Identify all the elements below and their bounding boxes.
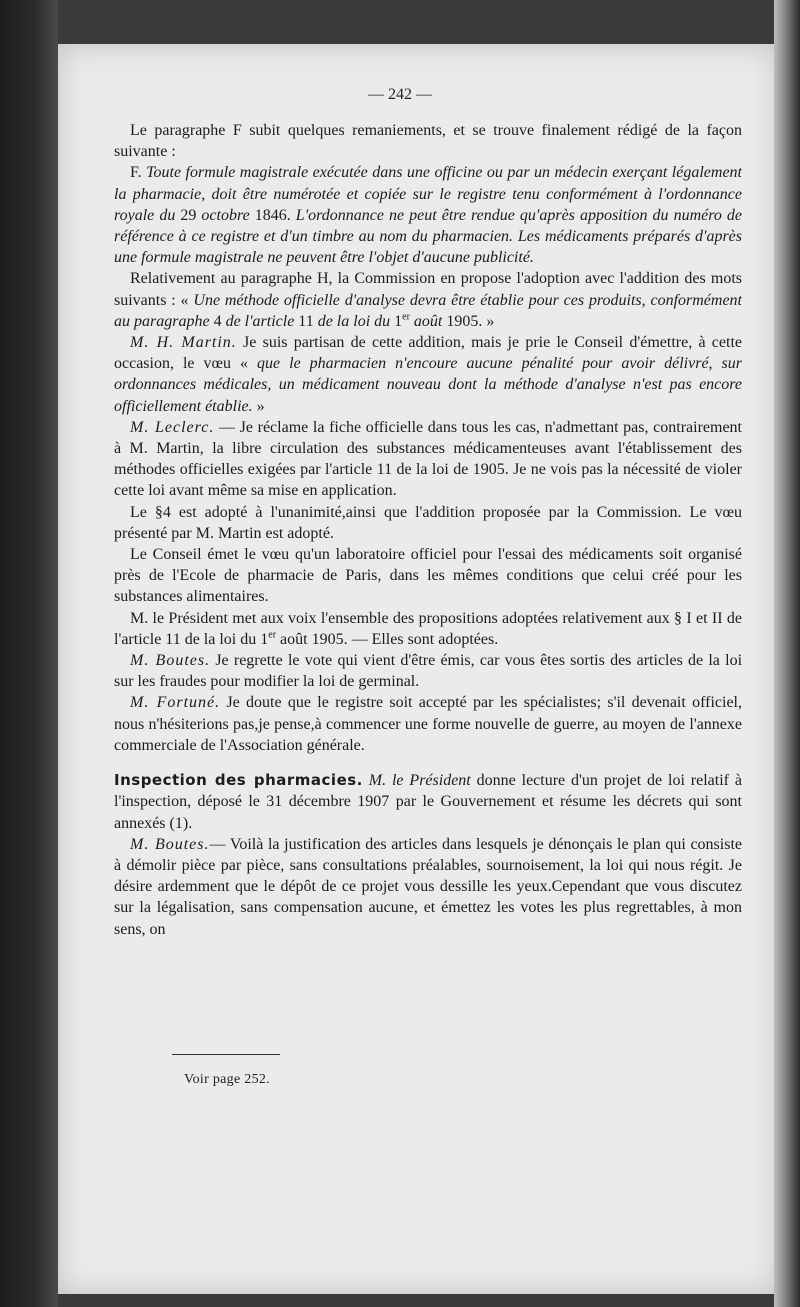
footnote-divider [172,1054,280,1055]
text-run: Relativement au paragraphe H, la Commission en propose l'adoption avec l'addition des mots suivants : « [114,270,742,309]
text-run: Toute formule magistrale exécutée dans une officine ou par un médecin exerçant légalement la pharmacie, doit être numérotée et copiée sur le registre tenu conformément à l'ordonnance royale du [114,164,742,224]
page-body-text [114,120,742,940]
speaker-name: M. Fortuné. [130,694,221,712]
speaker-name: M. H. Martin. [130,334,237,352]
text-run: donne lecture d'un projet de loi relatif à l'inspection, déposé le 31 décembre 1907 par le Gouvernement et résume les décrets qui sont annexés (1). [114,772,742,832]
paragraph [114,834,742,940]
page-number: — 242 — [368,86,432,103]
paragraph [114,692,742,756]
paragraph [114,770,742,834]
scan-right-edge [774,0,800,1307]
text-run: » [252,397,265,415]
paragraph [114,608,742,650]
text-run: F. [130,164,147,182]
text-run: Je suis partisan de cette addition, mais je prie le Conseil d'émettre, à cette occasion, le vœu « [114,334,742,373]
text-run: 4 [213,312,226,330]
paragraph [114,120,742,162]
text-run: Je regrette le vote qui vient d'être émis, car vous êtes sortis des articles de la loi sur les fraudes pour modifier la loi de germinal. [114,652,743,691]
text-run: M. le Président met aux voix l'ensemble des propositions adoptées relativement aux § I et II de l'article 11 de la loi du 1 [114,609,742,648]
text-run: Le paragraphe F subit quelques remaniements, et se trouve finalement rédigé de la façon suivante : [114,122,742,161]
text-run: de l'article [225,312,299,330]
text-run: L'ordonnance ne peut être rendue qu'après apposition du numéro de référence à ce registre et d'un timbre au nom du pharmacien. Les médicaments préparés d'après une formule magistrale ne peuvent être l'objet d'aucune publicité. [114,206,743,267]
speaker-name: M. Leclerc. [130,418,215,436]
paragraph [114,502,742,544]
paragraph [114,162,742,268]
text-run: Le Conseil émet le vœu qu'un laboratoire officiel pour l'essai des médicaments soit organisé près de l'Ecole de pharmacie de Paris, dans les mêmes conditions que celui créé pour les substances alimentaires. [114,546,742,606]
text-run: er [268,629,277,641]
text-run: de la loi du [317,312,395,330]
text-run: 1 [394,312,403,330]
paragraph [114,544,742,608]
text-run: 29 [180,206,202,224]
text-run: 1905. » [442,312,495,330]
text-run: août 1905. — Elles sont adoptées. [276,630,499,648]
text-run: que le pharmacien n'encoure aucune pénalité pour avoir délivré, sur ordonnances médicales, un médicament nouveau dont la méthode d'analyse n'est pas encore officiellement établie. [114,355,743,415]
speaker-name: M. Boutes. [130,652,211,670]
paragraph [114,417,742,502]
text-run: Le §4 est adopté à l'unanimité,ainsi que l'addition proposée par la Commission. Le vœu présenté par M. Martin est adopté. [114,503,742,542]
section-heading: Inspection des pharmacies. [114,771,363,790]
text-run: octobre [201,206,255,224]
footnote: Voir page 252. [184,1072,270,1087]
paragraph [114,332,742,417]
paragraph [114,268,742,332]
text-run: Je doute que le registre soit accepté par les spécialistes; s'il devenait officiel, nous n'hésiterions pas,je pense,à commencer une forme nouvelle de guerre, au moyen de l'annexe commerciale de l'Association générale. [114,694,742,754]
speaker-name: M. Boutes. [130,835,210,853]
text-run: — Voilà la justification des articles dans lesquels je dénonçais le plan qui consiste à démolir pièce par pièce, sans consultations préalables, sournoisement, la loi qui nous régit. Je désire ardemment que le dépôt de ce projet vous dessille les yeux.Cependant que vous discutez sur la légalisation, sans compensation aucune, et émettez les votes les plus regrettables, à mon sens, on [114,835,742,938]
text-run: 1846. [254,206,296,224]
text-run: Une méthode officielle d'analyse devra être établie pour ces produits, conformément au paragraphe [114,291,743,330]
text-run: août [409,312,443,330]
text-run: 11 [298,312,318,330]
paragraph [114,650,742,692]
scan-left-edge [0,0,58,1307]
text-run: M. le Président [368,772,471,790]
text-run: er [402,311,410,323]
text-run: — Je réclame la fiche officielle dans tous les cas, n'admettant pas, contrairement à M. Martin, la libre circulation des substances médicamenteuses avant l'établissement des méthodes officielles exigées par l'article 11 de la loi de 1905. Je ne vois pas la nécessité de violer cette loi avant même sa mise en application. [114,418,742,500]
